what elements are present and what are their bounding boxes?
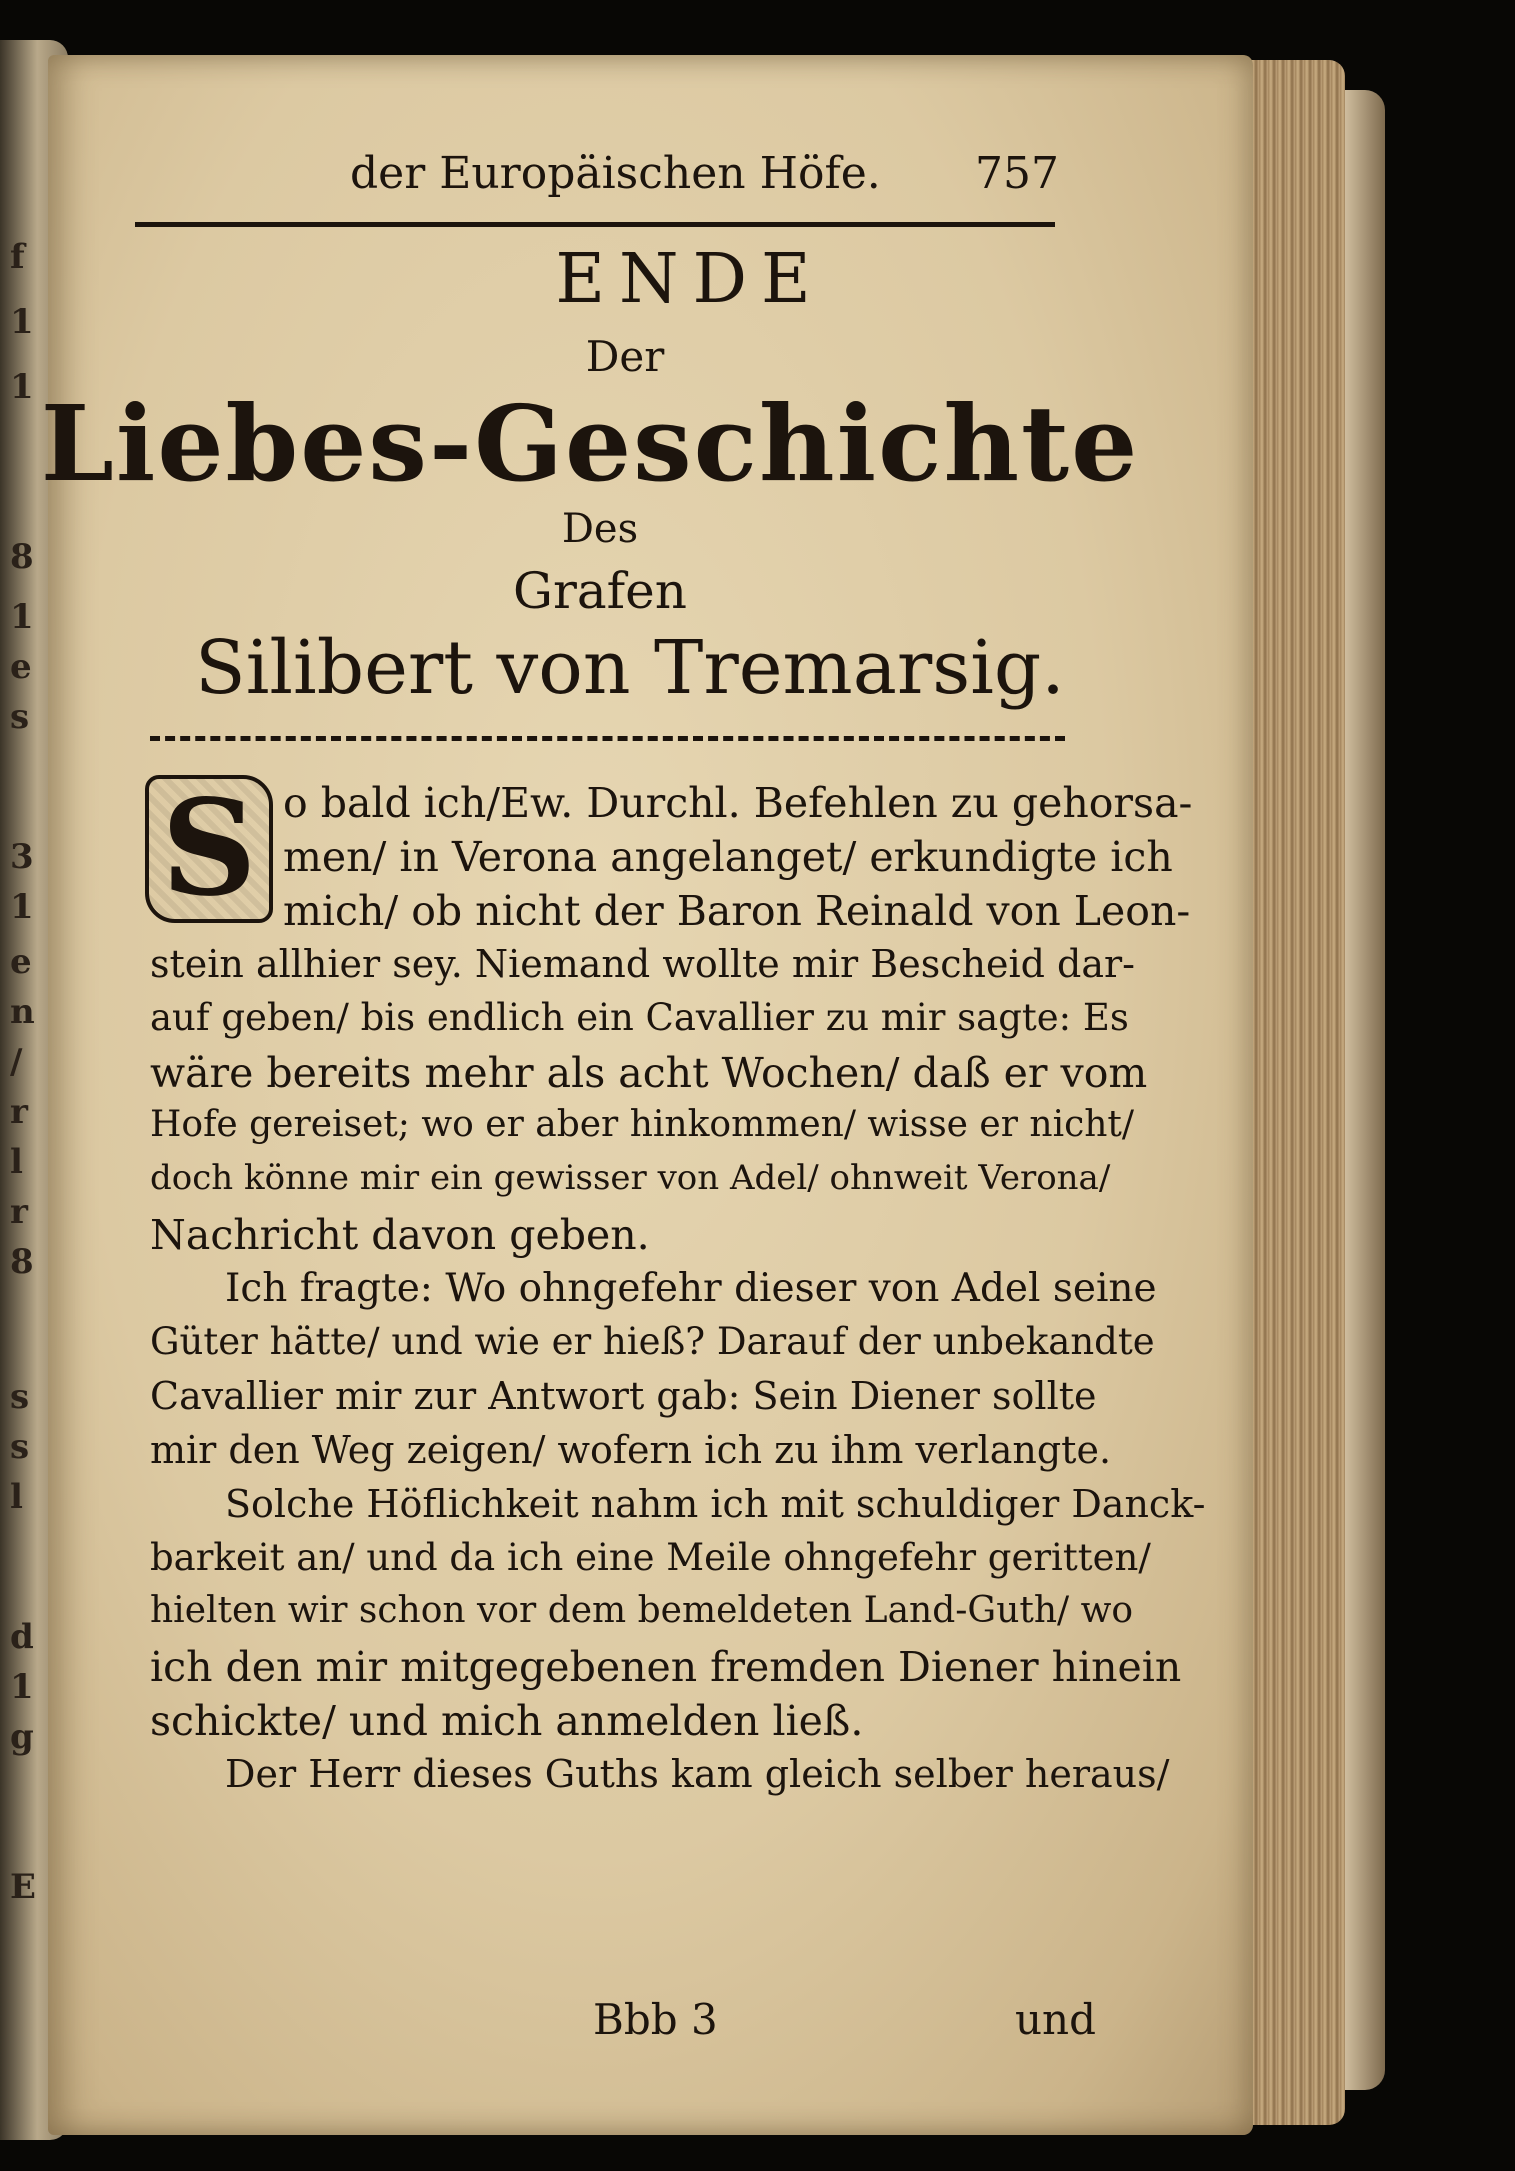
book-fore-edge <box>1250 60 1345 2125</box>
title-liebes-geschichte: Liebes-Geschichte <box>40 382 1140 505</box>
body-line: barkeit an/ und da ich eine Meile ohngefehr geritten/ <box>150 1536 1151 1579</box>
body-line: Güter hätte/ und wie er hieß? Darauf der unbekandte <box>150 1320 1155 1363</box>
title-name: Silibert von Tremarsig. <box>195 625 1065 711</box>
body-line: Ich fragte: Wo ohngefehr dieser von Adel seine <box>225 1266 1157 1311</box>
body-line: Nachricht davon geben. <box>150 1211 650 1259</box>
left-page-fragment: 1 <box>10 367 34 407</box>
body-line: Hofe gereiset; wo er aber hinkommen/ wisse er nicht/ <box>150 1104 1135 1145</box>
left-page-fragment: E <box>10 1867 36 1907</box>
body-line: Solche Höflichkeit nahm ich mit schuldiger Danck- <box>225 1482 1206 1526</box>
left-page-fragment: 1 <box>10 302 34 342</box>
left-page-fragment: s <box>10 1427 30 1467</box>
body-line: ich den mir mitgegebenen fremden Diener hinein <box>150 1643 1182 1691</box>
catchword: und <box>1015 1995 1096 2044</box>
header-rule <box>135 222 1055 227</box>
left-page-fragment: 1 <box>10 597 34 637</box>
body-line: auf geben/ bis endlich ein Cavallier zu mir sagte: Es <box>150 996 1129 1039</box>
body-line: doch könne mir ein gewisser von Adel/ ohnweit Verona/ <box>150 1158 1111 1198</box>
body-line: hielten wir schon vor dem bemeldeten Land-Guth/ wo <box>150 1590 1134 1631</box>
body-line: stein allhier sey. Niemand wollte mir Bescheid dar- <box>150 942 1135 986</box>
title-grafen: Grafen <box>513 562 687 620</box>
body-line: men/ in Verona angelanget/ erkundigte ich <box>283 833 1173 881</box>
running-header: der Europäischen Höfe. <box>350 148 881 199</box>
left-page-fragment: e <box>10 647 32 687</box>
page-number: 757 <box>975 148 1059 199</box>
left-page-fragment: d <box>10 1617 34 1657</box>
left-page-fragment: 3 <box>10 837 34 877</box>
body-line: wäre bereits mehr als acht Wochen/ daß er vom <box>150 1049 1148 1097</box>
left-page-fragment: r <box>10 1192 28 1232</box>
left-page-fragment: / <box>10 1042 23 1082</box>
body-line: mir den Weg zeigen/ wofern ich zu ihm verlangte. <box>150 1428 1112 1472</box>
title-ende: ENDE <box>555 240 825 319</box>
left-page-fragment: 1 <box>10 1667 34 1707</box>
title-rule <box>150 736 1065 741</box>
left-page-fragment: 8 <box>10 1242 34 1282</box>
body-line: Der Herr dieses Guths kam gleich selber heraus/ <box>225 1752 1170 1796</box>
left-page-fragment: 8 <box>10 537 34 577</box>
body-line: Cavallier mir zur Antwort gab: Sein Diener sollte <box>150 1374 1097 1418</box>
title-des: Des <box>561 506 639 552</box>
body-line: mich/ ob nicht der Baron Reinald von Leon- <box>283 887 1191 935</box>
body-line: o bald ich/Ew. Durchl. Befehlen zu gehorsa- <box>283 779 1193 827</box>
left-page-fragment: 1 <box>10 887 34 927</box>
left-page-fragment: n <box>10 992 35 1032</box>
left-page-fragment: l <box>10 1142 23 1182</box>
title-der: Der <box>585 332 665 381</box>
left-page-fragment: s <box>10 1377 30 1417</box>
left-page-fragment: e <box>10 942 32 982</box>
body-line: schickte/ und mich anmelden ließ. <box>150 1697 864 1745</box>
left-page-fragment: l <box>10 1477 23 1517</box>
left-page-fragment: g <box>10 1717 34 1757</box>
left-page-fragment: r <box>10 1092 28 1132</box>
left-page-fragment: f <box>10 237 25 277</box>
signature-mark: Bbb 3 <box>593 1995 718 2044</box>
left-page-fragment: s <box>10 697 30 737</box>
drop-cap: S <box>145 775 273 923</box>
